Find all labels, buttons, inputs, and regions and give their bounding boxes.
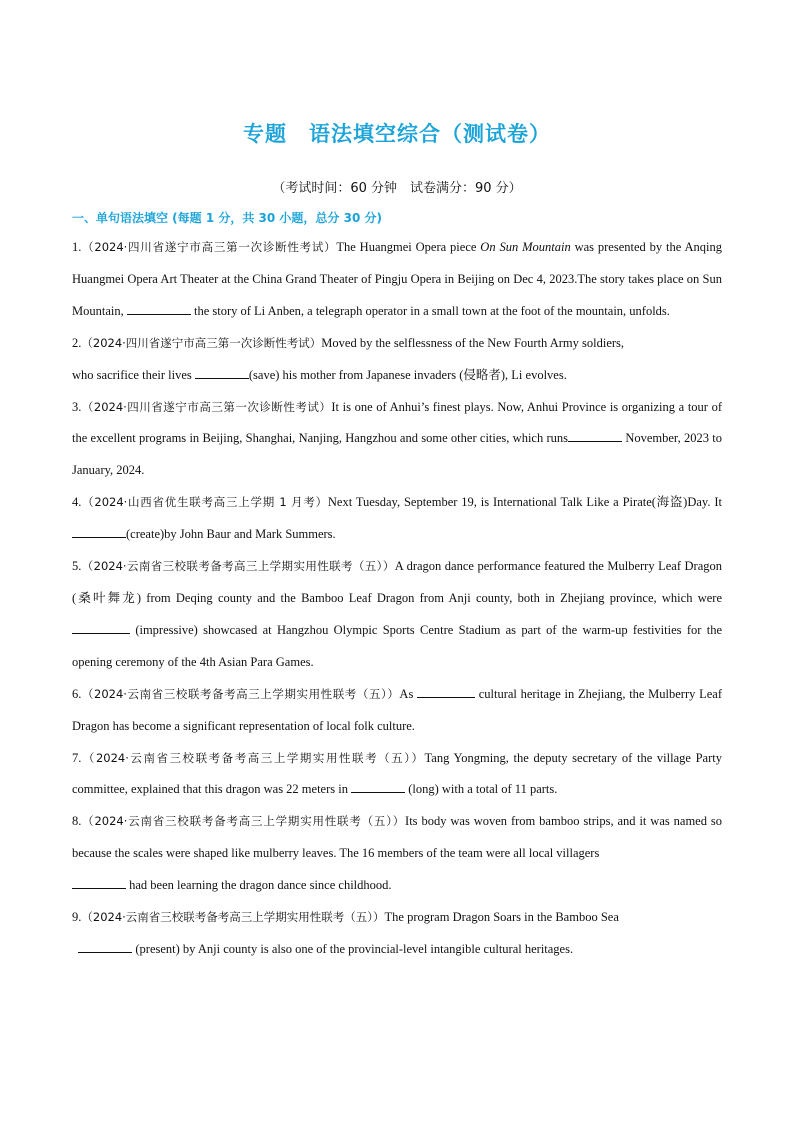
answer-blank[interactable] — [351, 780, 405, 793]
question-8 — [72, 806, 722, 902]
question-3 — [72, 392, 722, 488]
question-number: 2. — [72, 335, 82, 350]
question-number: 9. — [72, 910, 82, 925]
section-heading: 一、单句语法填空 (每题 1 分，共 30 小题，总分 30 分) — [72, 211, 382, 225]
answer-blank[interactable] — [72, 621, 130, 634]
question-number: 5. — [72, 559, 82, 574]
question-source: （2024·山西省优生联考高三上学期 1 月考） — [81, 495, 328, 510]
answer-blank[interactable] — [195, 366, 249, 379]
question-text: It is one of Anhui’s finest plays. Now, Anhui Province is organizing a tour of the excellent programs in Beijing, Shanghai, Nanjing, Hangzhou and some other cities, which runs — [72, 399, 723, 446]
question-text: (create)by John Baur and Mark Summers. — [126, 527, 336, 542]
question-5 — [72, 551, 722, 679]
question-number: 1. — [72, 240, 82, 254]
question-number: 7. — [72, 750, 82, 765]
question-text: A dragon dance performance featured the Mulberry Leaf Dragon (桑叶舞龙) from Deqing county and the Bamboo Leaf Dragon from Anji county, both in Zhejiang province, which were — [72, 559, 722, 605]
question-source: （2024·云南省三校联考备考高三上学期实用性联考（五）） — [81, 814, 406, 829]
answer-blank[interactable] — [127, 302, 191, 315]
question-text: who sacrifice their lives — [72, 367, 195, 382]
question-text: Moved by the selflessness of the New Fourth Army soldiers, — [321, 335, 625, 350]
question-number: 3. — [72, 399, 82, 414]
question-text: was presented by the Anqing Huangmei Opera Art Theater at the China Grand Theater of Pingju Opera in Beijing on Dec 4, 2023.The story takes place on Sun Mountain, — [72, 240, 723, 318]
question-text: As — [399, 686, 418, 701]
question-1 — [72, 232, 722, 328]
question-text: the story of Li Anben, a telegraph operator in a small town at the foot of the mountain, unfolds. — [190, 303, 670, 318]
question-9 — [72, 902, 722, 966]
answer-blank[interactable] — [72, 525, 126, 538]
question-4 — [72, 487, 722, 551]
exam-info: （考试时间：60 分钟 试卷满分：90 分） — [272, 181, 522, 196]
answer-blank[interactable] — [417, 685, 475, 698]
question-source: （2024·云南省三校联考备考高三上学期实用性联考（五）） — [81, 750, 425, 765]
question-text: cultural heritage in Zhejiang, the Mulberry Leaf Dragon has become a significant representation of local folk culture. — [72, 686, 722, 733]
question-number: 8. — [72, 814, 82, 829]
question-text: (impressive) showcased at Hangzhou Olympic Sports Centre Stadium as part of the warm-up festivities for the opening ceremony of the 4th Asian Para Games. — [72, 622, 722, 669]
question-text: Tang Yongming, the deputy secretary of the village Party committee, explained that this dragon was 22 meters in — [72, 750, 722, 797]
question-source: （2024·云南省三校联考备考高三上学期实用性联考（五）） — [81, 910, 385, 925]
question-text: November, 2023 to January, 2024. — [72, 431, 723, 478]
answer-blank[interactable] — [72, 876, 126, 889]
question-text: (present) by Anji county is also one of the provincial-level intangible cultural heritages. — [132, 941, 574, 956]
title-part-2: 语法填空综合（测试卷） — [309, 122, 551, 146]
question-text: (long) with a total of 11 parts. — [405, 782, 558, 797]
question-italic-title: On Sun Mountain — [480, 240, 571, 254]
question-2 — [72, 328, 722, 392]
question-7 — [72, 743, 722, 807]
question-6 — [72, 679, 722, 743]
question-text: Next Tuesday, September 19, is International Talk Like a Pirate(海盗)Day. It — [327, 495, 722, 510]
question-source: （2024·云南省三校联考备考高三上学期实用性联考（五）） — [81, 559, 395, 574]
page-title — [0, 118, 794, 148]
title-part-1: 专题 — [243, 122, 287, 146]
question-list — [72, 232, 722, 966]
question-text: had been learning the dragon dance since childhood. — [126, 878, 392, 893]
question-source: （2024·四川省遂宁市高三第一次诊断性考试） — [81, 240, 337, 254]
question-text: The Huangmei Opera piece — [336, 240, 481, 254]
answer-blank[interactable] — [568, 429, 622, 442]
answer-blank[interactable] — [78, 940, 132, 953]
question-number: 4. — [72, 495, 82, 510]
question-number: 6. — [72, 686, 82, 701]
question-source: （2024·四川省遂宁市高三第一次诊断性考试） — [81, 399, 332, 414]
question-text: The program Dragon Soars in the Bamboo Sea — [384, 910, 619, 925]
question-source: （2024·四川省遂宁市高三第一次诊断性考试） — [81, 335, 322, 350]
question-source: （2024·云南省三校联考备考高三上学期实用性联考（五）） — [81, 686, 400, 701]
question-text: Its body was woven from bamboo strips, and it was named so because the scales were shaped like mulberry leaves. The 16 members of the team were all local villagers — [72, 814, 723, 861]
question-text: (save) his mother from Japanese invaders (侵略者), Li evolves. — [248, 367, 567, 382]
